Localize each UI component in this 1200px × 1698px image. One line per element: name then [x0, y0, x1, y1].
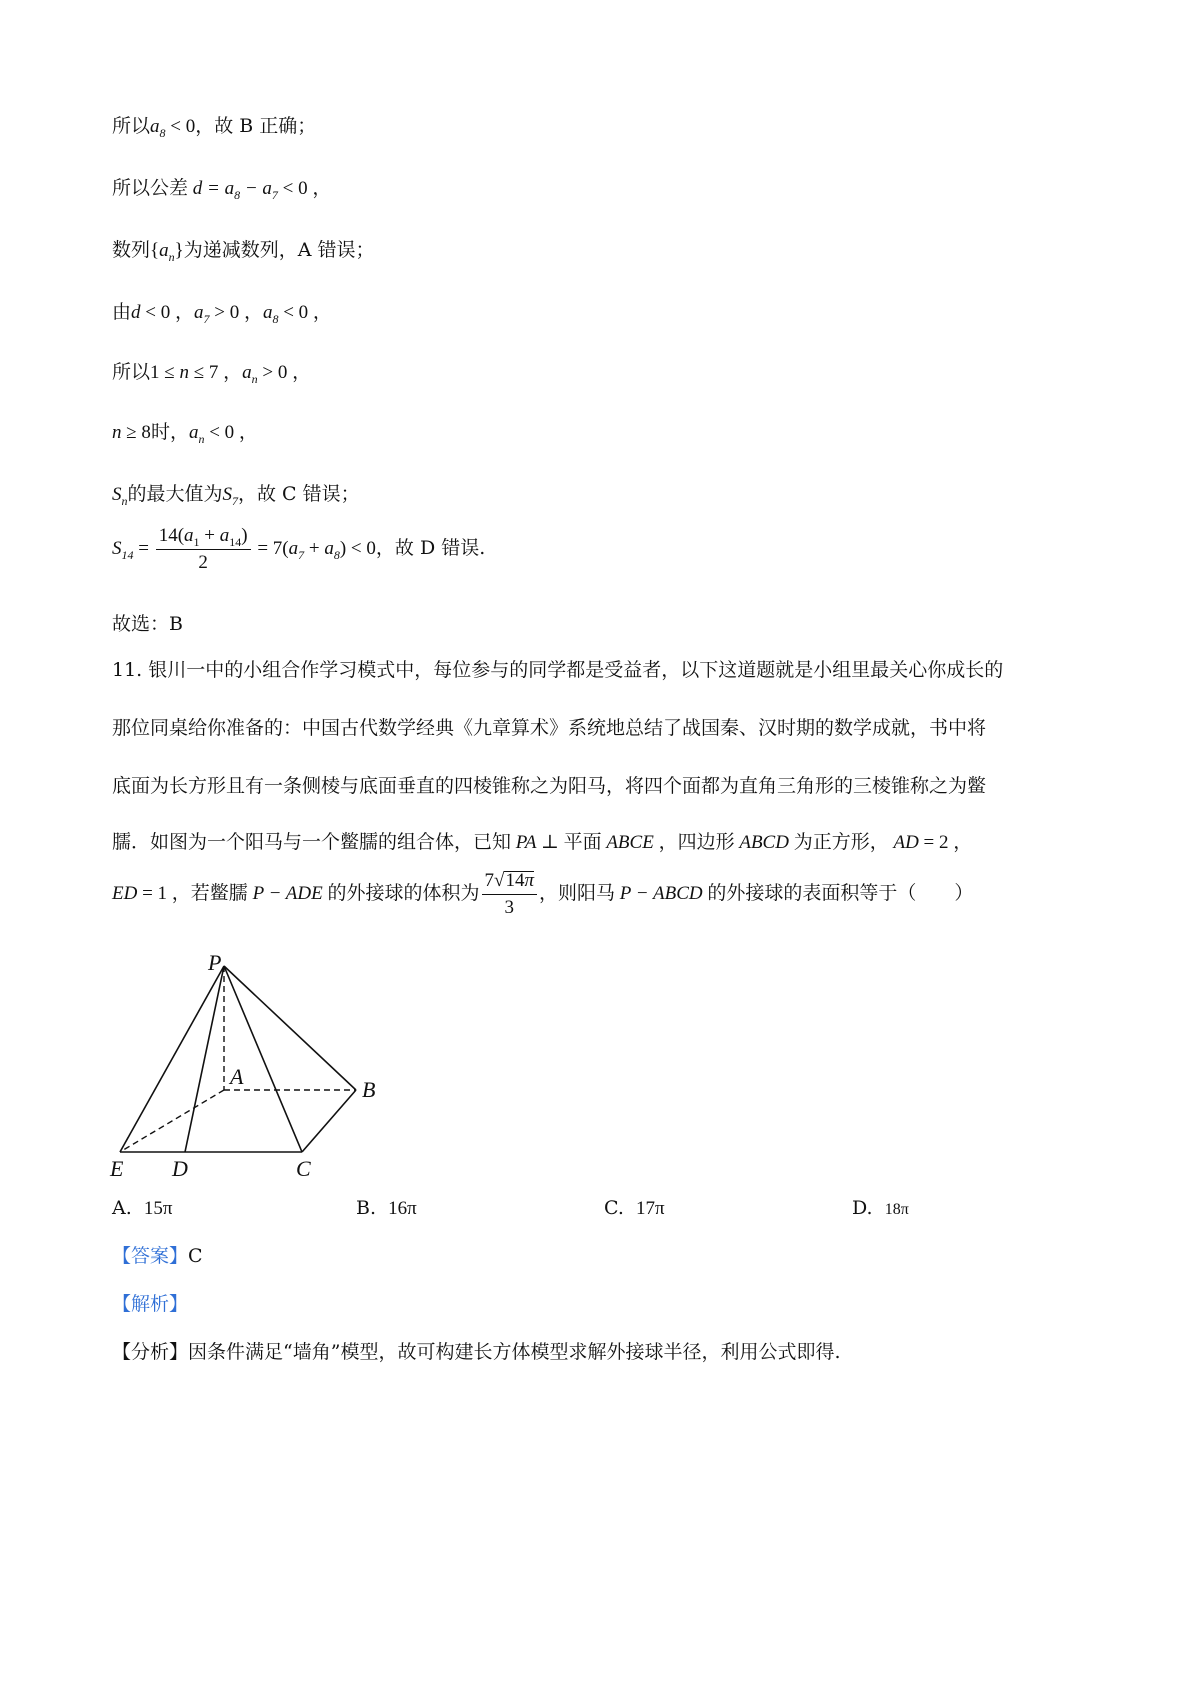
solution-line-6: n ≥ 8时，$a_n < 0$ ，	[112, 421, 258, 446]
solution-line-9: 故选：B	[112, 613, 183, 635]
solution-line-3: 数列$\{a_n\}$为递减数列，A 错误；	[112, 239, 375, 264]
answer-label: 【答案】	[112, 1245, 189, 1267]
math: $d = a_8 - a_7$	[188, 178, 278, 202]
vertex-label-e: E	[110, 1156, 124, 1181]
fenxi-text: 因条件满足“墙角”模型，故可构建长方体模型求解外接球半径，利用公式即得.	[188, 1341, 841, 1363]
question-line-4: 臑．如图为一个阳马与一个鳖臑的组合体，已知 PA ⊥ 平面 ABCE ，四边形 ABCD 为正方形， AD = 2 ，	[112, 831, 973, 853]
vertex-label-d: D	[172, 1156, 188, 1181]
solution-line-5: 所以1 ≤ n ≤ 7 ，$a_n > 0$ ，	[112, 361, 312, 386]
solution-line-7: $S_n$的最大值为$S_7$，故 C 错误；	[112, 483, 360, 508]
question-line-2: 那位同桌给你准备的：中国古代数学经典《九章算术》系统地总结了战国秦、汉时期的数学成就，书中将	[112, 717, 987, 739]
vertex-label-a: A	[230, 1064, 244, 1089]
solution-line-8: $S_{14}$ = $\frac{14(a_1 + a_{14})}{2}$ = $7(a_7 + a_8) < 0$，故 D 错误.	[112, 524, 486, 573]
option-a: A. 15π	[112, 1197, 173, 1219]
vertex-label-b: B	[362, 1077, 376, 1102]
fenxi-label: 【分析】	[112, 1341, 189, 1363]
vertex-label-p: P	[208, 950, 222, 975]
analysis-label: 【解析】	[112, 1293, 189, 1315]
answer-value: C	[188, 1245, 203, 1267]
solution-line-4: 由d < 0 ，$a_7 > 0$ ，$a_8 < 0$ ，	[112, 301, 332, 326]
question-line-5: ED = 1 ，若鳖臑 P − ADE 的外接球的体积为 $\frac{7√14\pi}{3}$ ，则阳马 P − ABCD 的外接球的表面积等于（ ）	[112, 869, 974, 918]
analysis-line	[112, 1292, 188, 1316]
vertex-label-c: C	[296, 1156, 311, 1181]
fenxi-line	[112, 1340, 840, 1364]
answer-line	[112, 1244, 203, 1268]
option-c: C. 17π	[604, 1197, 665, 1219]
math: $a_8$	[150, 116, 166, 140]
solution-line-1: 所以$a_8 < 0$，故 B 正确；	[112, 115, 317, 140]
question-line-1: 11. 银川一中的小组合作学习模式中，每位参与的同学都是受益者，以下这道题就是小组里最关心你成长的	[112, 659, 1004, 681]
math: $a_n$	[159, 240, 175, 264]
question-line-3: 底面为长方形且有一条侧棱与底面垂直的四棱锥称之为阳马，将四个面都为直角三角形的三棱锥称之为鳖	[112, 775, 987, 797]
math: d	[131, 302, 141, 323]
pyramid-figure	[100, 944, 400, 1184]
volume-fraction: $\frac{7√14\pi}{3}$	[482, 870, 537, 919]
option-b: B. 16π	[356, 1197, 417, 1219]
option-d: D. 18π	[852, 1197, 909, 1219]
fraction: $\frac{14(a_1 + a_{14})}{2}$	[156, 525, 251, 574]
solution-line-2: 所以公差 $d = a_8 - a_7 < 0$ ，	[112, 177, 332, 202]
